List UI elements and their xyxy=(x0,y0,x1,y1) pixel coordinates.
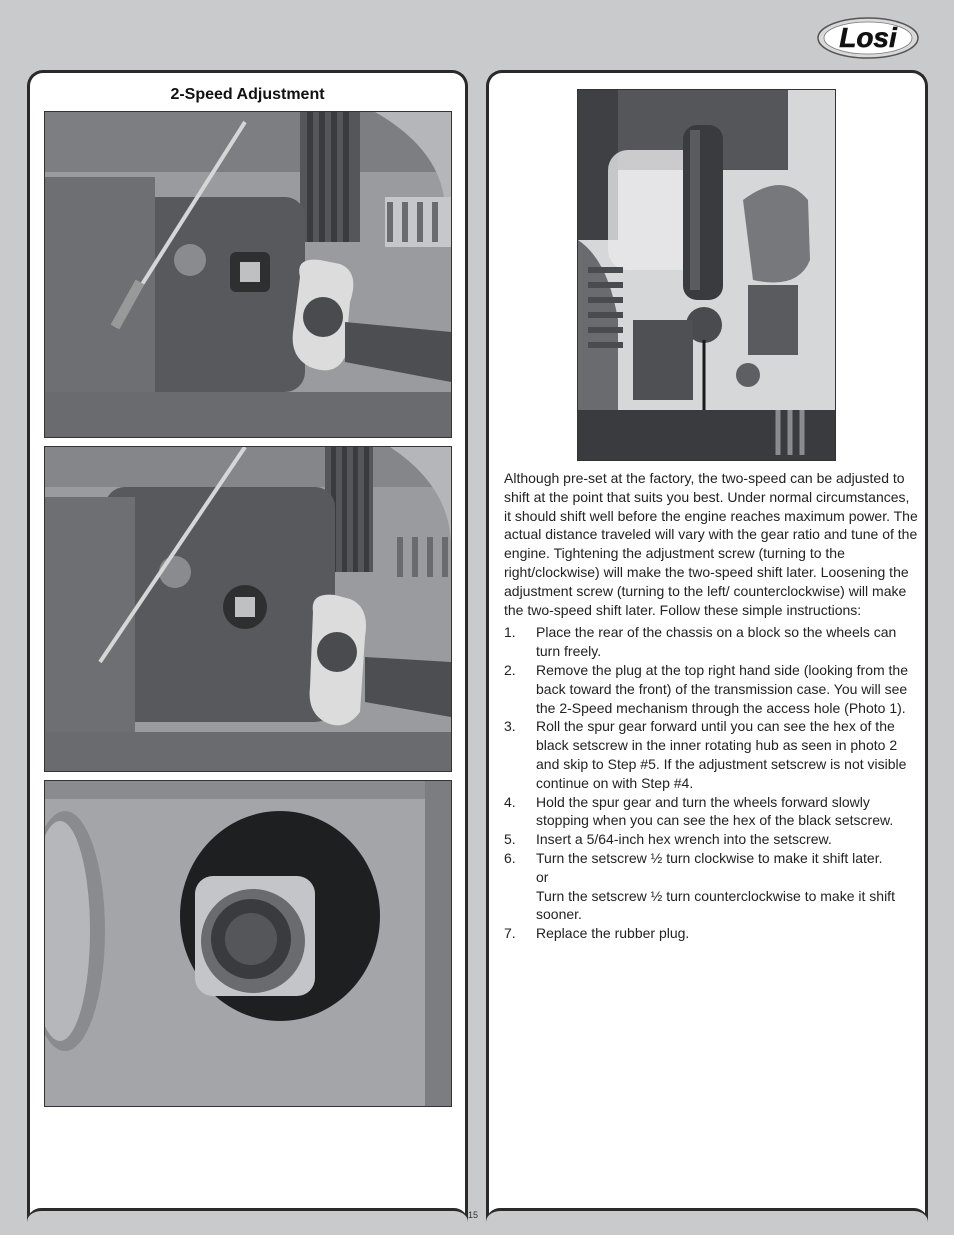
photo-4 xyxy=(577,89,836,461)
right-panel-footer xyxy=(486,1208,928,1222)
list-item xyxy=(504,849,918,924)
losi-logo xyxy=(816,16,920,60)
step-text: Hold the spur gear and turn the wheels forward slowly stopping when you can see the hex of the black setscrew. xyxy=(536,793,894,829)
svg-text:Losi: Losi xyxy=(839,22,897,53)
step-text: Turn the setscrew ½ turn clockwise to make it shift later. xyxy=(536,849,883,866)
list-item xyxy=(504,830,918,849)
intro-paragraph: Although pre-set at the factory, the two-speed can be adjusted to shift at the point that suits you best. Under normal circumstances, it should shift well before the engine reaches maximum power. The actual distance traveled will vary with the gear ratio and tune of the engine. Tightening the adjustment screw (turning to the right/clockwise) will make the two-speed shift later. Loosening the adjustment screw (turning to the left/ counterclockwise) will make the two-speed shift later. Follow these simple instructions: xyxy=(504,470,918,618)
step-text: Remove the plug at the top right hand side (looking from the back toward the front) of the transmission case. You will see the 2-Speed mechanism through the access hole (Photo 1). xyxy=(536,661,908,716)
list-item xyxy=(504,924,918,943)
steps-list xyxy=(504,623,918,943)
photo-3 xyxy=(44,780,452,1107)
photo-1 xyxy=(44,111,452,438)
step-number: 2. xyxy=(504,661,516,678)
list-item xyxy=(504,623,918,661)
step-text: Place the rear of the chassis on a block so the wheels can turn freely. xyxy=(536,624,897,660)
list-item xyxy=(504,793,918,831)
page-number: 15 xyxy=(468,1210,479,1220)
section-heading: 2-Speed Adjustment xyxy=(170,86,325,103)
list-item xyxy=(504,661,918,717)
photo-2 xyxy=(44,446,452,772)
step-number: 4. xyxy=(504,793,516,810)
step-alt-text: Turn the setscrew ½ turn counterclockwise to make it shift sooner. xyxy=(536,887,895,923)
step-text: Roll the spur gear forward until you can see the hex of the black setscrew in the inner rotating hub as seen in photo 2 and skip to Step #5. If the adjustment setscrew is not visible continue on with Step #4. xyxy=(536,718,907,791)
step-number: 5. xyxy=(504,831,516,848)
step-number: 1. xyxy=(504,624,516,641)
step-number: 3. xyxy=(504,718,516,735)
list-item xyxy=(504,717,918,792)
step-text: Insert a 5/64-inch hex wrench into the setscrew. xyxy=(536,831,832,848)
step-or: or xyxy=(536,868,549,885)
instructions xyxy=(504,469,918,943)
step-number: 7. xyxy=(504,925,516,942)
step-text: Replace the rubber plug. xyxy=(536,925,690,942)
left-panel-footer xyxy=(27,1208,468,1222)
step-number: 6. xyxy=(504,849,516,866)
